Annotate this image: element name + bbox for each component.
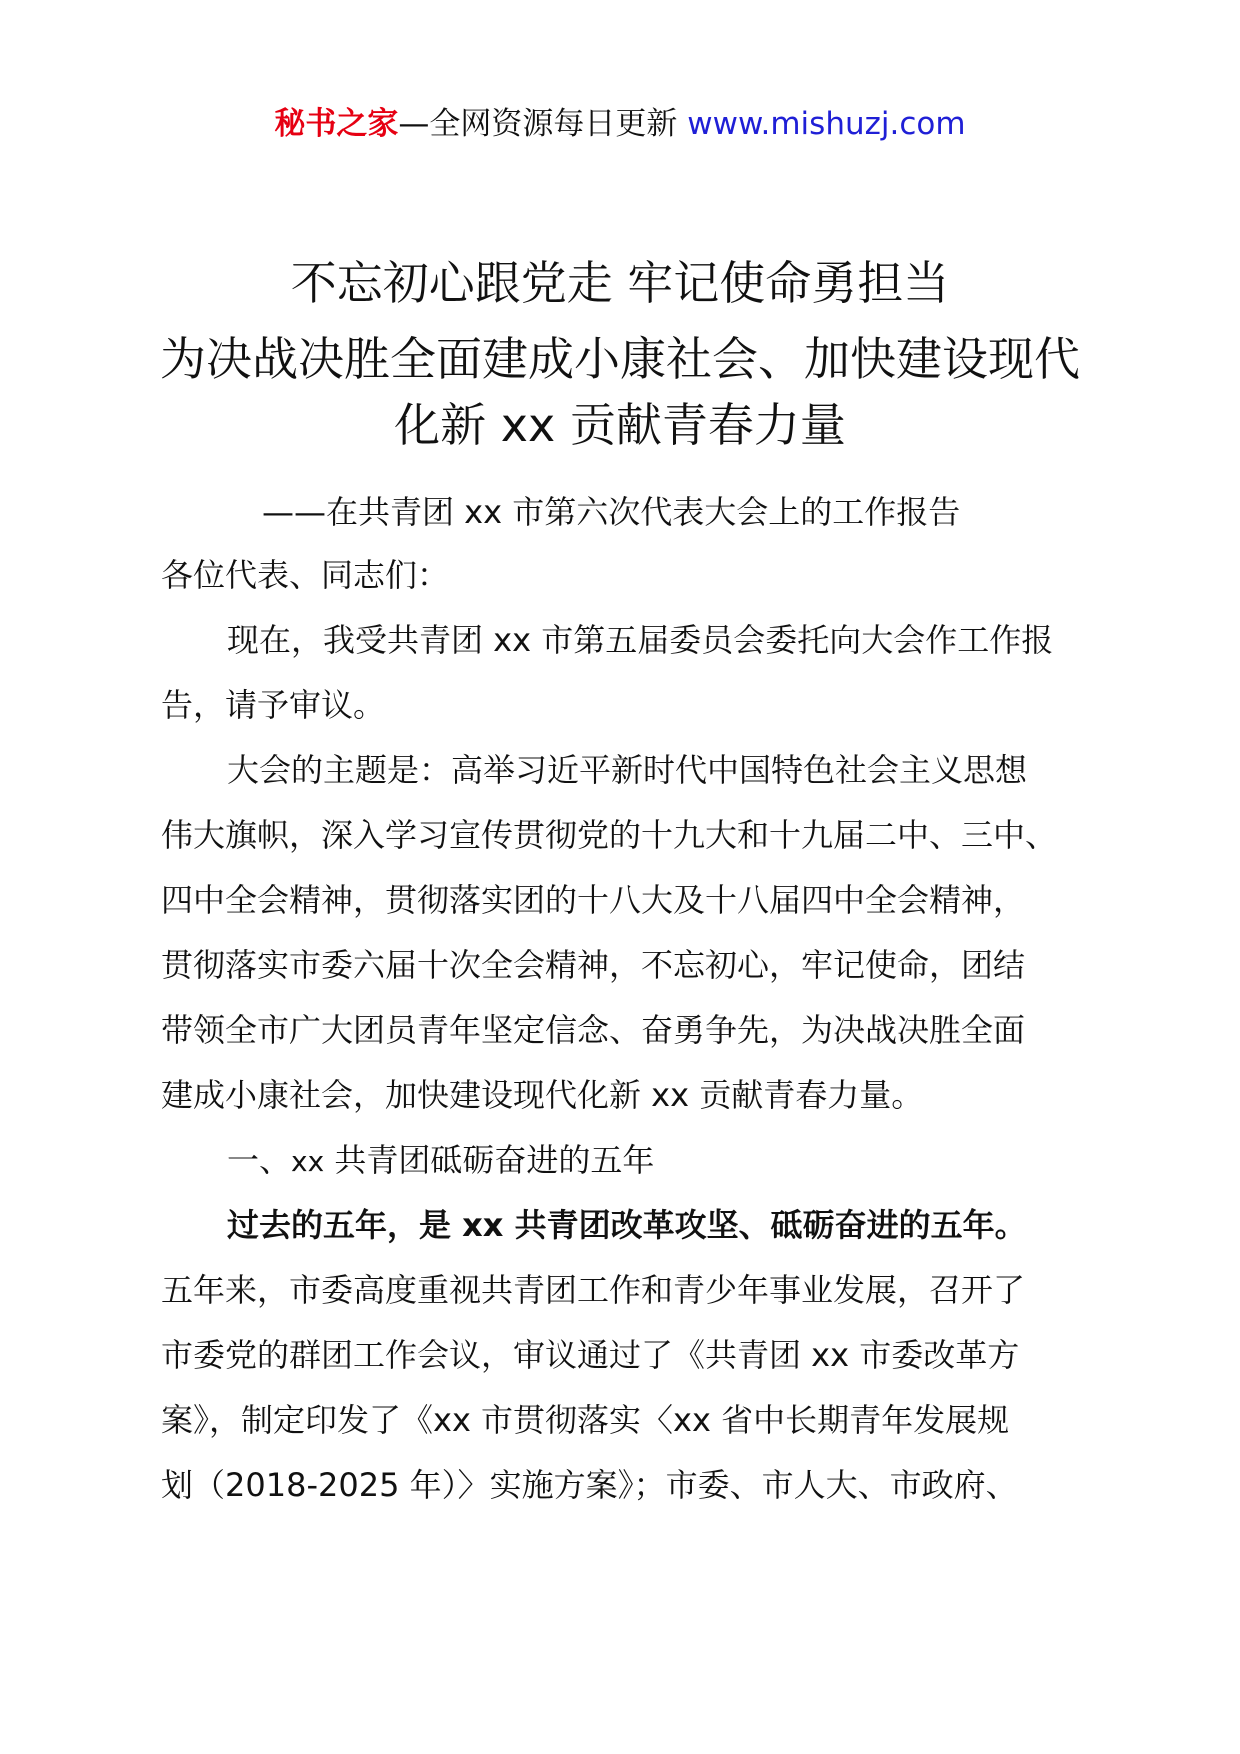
site-tagline: —全网资源每日更新 <box>398 106 678 142</box>
paragraph-1-line-1: 现在，我受共青团 xx 市第五届委员会委托向大会作工作报 <box>227 621 1054 659</box>
paragraph-2-line-5: 带领全市广大团员青年坚定信念、奋勇争先，为决战决胜全面 <box>161 1011 1026 1049</box>
paragraph-1-line-2: 告，请予审议。 <box>161 686 386 724</box>
section-1-xx: xx <box>291 1145 325 1178</box>
paragraph-2-line-6: 建成小康社会，加快建设现代化新 xx 贡献青春力量。 <box>161 1076 924 1114</box>
document-body <box>161 543 1091 1518</box>
title-line-2: 为决战决胜全面建成小康社会、加快建设现代 <box>160 332 1080 386</box>
title-line-3: 化新 xx 贡献青春力量 <box>394 398 846 452</box>
title-line-1: 不忘初心跟党走 牢记使命勇担当 <box>290 256 950 310</box>
paragraph-2-line-2: 伟大旗帜，深入学习宣传贯彻党的十九大和十九届二中、三中、 <box>161 816 1058 854</box>
site-brand: 秘书之家 <box>274 106 399 142</box>
paragraph-3-line-4: 划（2018-2025 年）〉实施方案》；市委、市人大、市政府、 <box>161 1466 1018 1504</box>
paragraph-3-line-1: 五年来，市委高度重视共青团工作和青少年事业发展，召开了 <box>161 1271 1026 1309</box>
site-header <box>0 100 1240 148</box>
paragraph-2-line-3: 四中全会精神，贯彻落实团的十八大及十八届四中全会精神， <box>161 881 1026 919</box>
section-1-rest: 共青团砥砺奋进的五年 <box>324 1141 655 1179</box>
section-1-prefix: 一、 <box>227 1141 292 1179</box>
paragraph-3-line-2: 市委党的群团工作会议，审议通过了《共青团 xx 市委改革方 <box>161 1336 1020 1374</box>
paragraph-3-line-3: 案》，制定印发了《xx 市贯彻落实〈xx 省中长期青年发展规 <box>161 1401 1010 1439</box>
document-subtitle: ——在共青团 xx 市第六次代表大会上的工作报告 <box>262 493 961 531</box>
section-1-heading <box>161 1128 1091 1193</box>
site-url-link[interactable]: www.mishuzj.com <box>687 106 966 142</box>
paragraph-3-lead: 过去的五年，是 xx 共青团改革攻坚、砥砺奋进的五年。 <box>227 1206 1027 1244</box>
document-title <box>140 250 1100 458</box>
paragraph-2-line-4: 贯彻落实市委六届十次全会精神，不忘初心，牢记使命，团结 <box>161 946 1026 984</box>
paragraph-2-line-1: 大会的主题是：高举习近平新时代中国特色社会主义思想 <box>227 751 1028 789</box>
salutation: 各位代表、同志们： <box>161 556 450 594</box>
